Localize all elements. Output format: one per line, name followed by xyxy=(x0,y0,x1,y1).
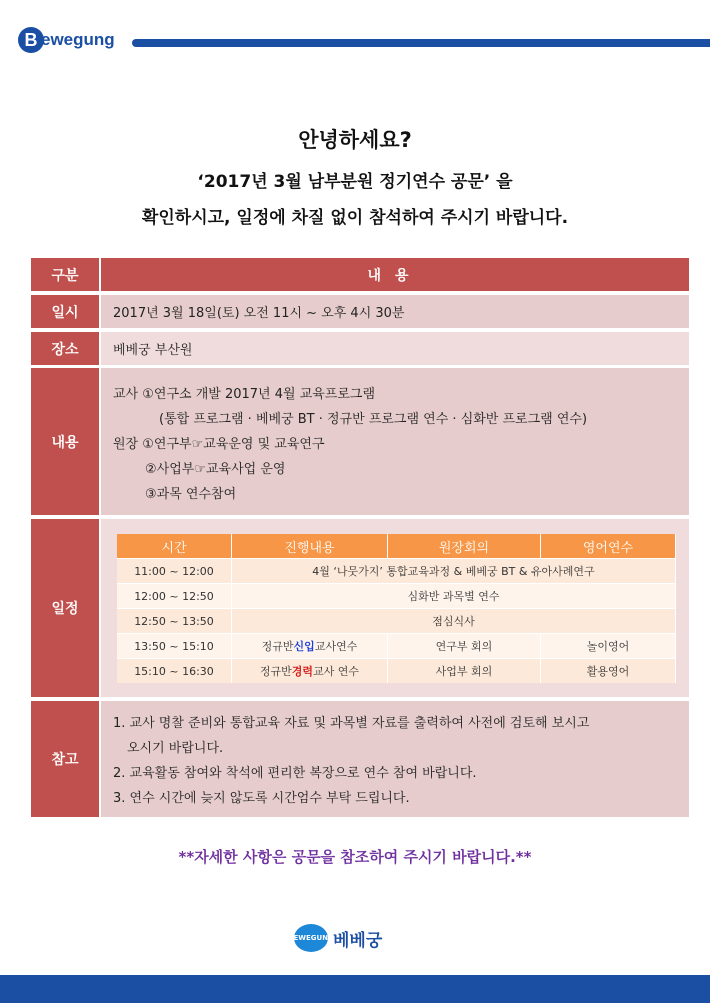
date-label: 일시 xyxy=(31,295,101,328)
schedule-header-content: 진행내용 xyxy=(232,534,388,558)
content-row xyxy=(31,368,689,515)
footer-bar xyxy=(0,975,710,1003)
schedule-table xyxy=(117,534,676,683)
table-row xyxy=(117,608,676,633)
header-rule xyxy=(132,39,710,47)
schedule-item: 4월 ‘나뭇가지’ 통합교육과정 & 베베궁 BT & 유아사례연구 xyxy=(232,559,676,583)
schedule-time: 13:50 ~ 15:10 xyxy=(117,634,232,658)
logo-text: ewegung xyxy=(41,30,115,49)
table-row xyxy=(117,558,676,583)
note-row xyxy=(31,701,689,817)
item-suffix: 교사 연수 xyxy=(313,665,360,678)
note-line: 2. 교육활동 참여와 착석에 편리한 복장으로 연수 참여 바랍니다. xyxy=(113,766,477,781)
place-label: 장소 xyxy=(31,332,101,365)
schedule-header-director: 원장회의 xyxy=(388,534,541,558)
greeting-line-3: 확인하시고, 일정에 차질 없이 참석하여 주시기 바랍니다. xyxy=(141,208,569,228)
content-line: 교사 ①연구소 개발 2017년 4월 교육프로그램 xyxy=(113,387,376,402)
content-line: ②사업부☞교육사업 운영 xyxy=(145,462,286,477)
note-value xyxy=(101,701,689,817)
schedule-director: 사업부 회의 xyxy=(388,659,541,683)
greeting-line-2: ‘2017년 3월 남부분원 정기연수 공문’ 을 xyxy=(197,172,513,192)
schedule-english: 활용영어 xyxy=(541,659,676,683)
logo-korean-text: 베베궁 xyxy=(333,930,383,951)
item-suffix: 교사연수 xyxy=(314,640,358,653)
item-prefix: 정규반 xyxy=(259,665,292,678)
header-label: 구분 xyxy=(31,258,101,291)
schedule-item: 심화반 과목별 연수 xyxy=(232,584,676,608)
schedule-header xyxy=(117,534,676,558)
content-line: 원장 ①연구부☞교육운영 및 교육연구 xyxy=(113,437,325,452)
schedule-item: 점심식사 xyxy=(232,609,676,633)
header-logo xyxy=(18,25,115,55)
schedule-time: 15:10 ~ 16:30 xyxy=(117,659,232,683)
schedule-item xyxy=(232,634,388,658)
date-row xyxy=(31,295,689,328)
schedule-time: 11:00 ~ 12:00 xyxy=(117,559,232,583)
footer-note: **자세한 사항은 공문을 참조하여 주시기 바랍니다.** xyxy=(178,848,532,866)
date-value: 2017년 3월 18일(토) 오전 11시 ~ 오후 4시 30분 xyxy=(101,295,689,328)
table-row xyxy=(117,633,676,658)
table-header-row xyxy=(31,258,689,291)
item-highlight: 경력 xyxy=(291,665,314,678)
logo-ring-icon: BEWEGUNG xyxy=(294,924,328,952)
schedule-english: 놀이영어 xyxy=(541,634,676,658)
schedule-label: 일정 xyxy=(31,519,101,697)
footer-logo xyxy=(288,924,383,952)
schedule-director: 연구부 회의 xyxy=(388,634,541,658)
note-line: 1. 교사 명찰 준비와 통합교육 자료 및 과목별 자료를 출력하여 사전에 검토해 보시고 xyxy=(113,716,590,731)
note-label: 참고 xyxy=(31,701,101,817)
content-value xyxy=(101,368,689,515)
content-label: 내용 xyxy=(31,368,101,515)
logo-b-icon: B xyxy=(18,27,44,53)
header-value: 내용 xyxy=(101,258,689,291)
note-line: 오시기 바랍니다. xyxy=(127,741,224,756)
content-line: ③과목 연수참여 xyxy=(145,487,237,502)
schedule-time: 12:00 ~ 12:50 xyxy=(117,584,232,608)
item-prefix: 정규반 xyxy=(261,640,294,653)
content-line: (통합 프로그램 · 베베궁 BT · 정규반 프로그램 연수 · 심화반 프로그램 연수) xyxy=(159,412,588,427)
place-value: 베베궁 부산원 xyxy=(101,332,689,365)
schedule-header-time: 시간 xyxy=(117,534,232,558)
schedule-header-english: 영어연수 xyxy=(541,534,676,558)
item-highlight: 신입 xyxy=(293,640,315,653)
schedule-item xyxy=(232,659,388,683)
note-line: 3. 연수 시간에 늦지 않도록 시간엄수 부탁 드립니다. xyxy=(113,791,410,806)
place-row xyxy=(31,332,689,365)
table-row xyxy=(117,583,676,608)
greeting-title: 안녕하세요? xyxy=(298,128,412,152)
schedule-time: 12:50 ~ 13:50 xyxy=(117,609,232,633)
table-row xyxy=(117,658,676,683)
